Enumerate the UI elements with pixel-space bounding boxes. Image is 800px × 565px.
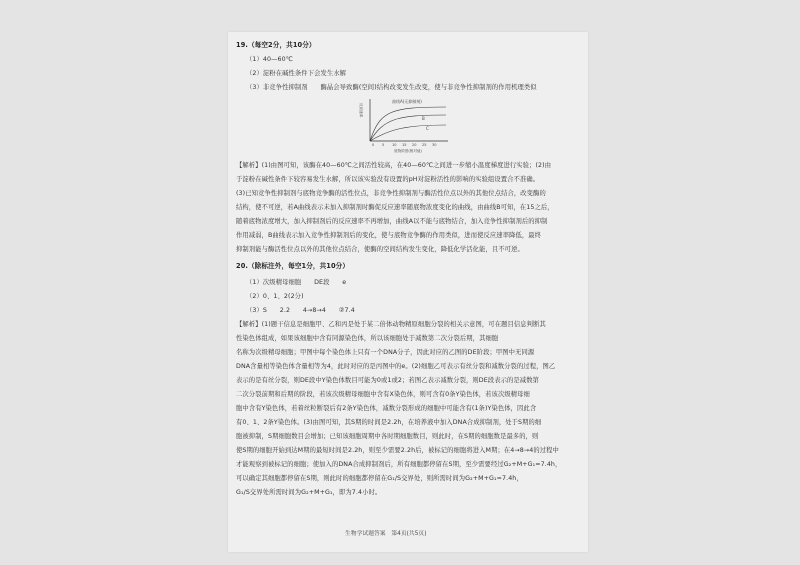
- q19-analysis-line: (3)已知竞争性抑制剂与底物竞争酶的活性位点，非竞争性抑制剂与酶活性位点以外的其他位点结合，改变酶的: [236, 190, 546, 197]
- q20-answer-3: （3）S 2.2 4→8→4 ②7.4: [246, 307, 355, 314]
- q20-analysis-line: 名称为次级精母细胞；甲图中每个染色体上只有一个DNA分子，因此对应的乙图的DE阶段；甲图中无同源: [236, 349, 535, 356]
- q20-header: 20.（除标注外，每空1分，共10分）: [236, 262, 350, 270]
- x-tick-20: 20: [412, 143, 417, 147]
- q20-analysis-line: 可以确定其细胞都停留在S期，则此时的细胞都停留在G₁/S交界处，则所需时间为G₂+M+G₁=7.4h，: [236, 475, 523, 482]
- q20-analysis-line: 有0、1、2条Y染色体。(3)由图可知，其S期的时间是2.2h，在培养液中加入DNA合成抑制剂，处于S期的细: [236, 419, 542, 426]
- q20-analysis-line: 【解析】(1)题干信息是细胞甲、乙和丙是处于某二倍体动物精原细胞分裂的相关示意图，可在题目信息判断其: [236, 321, 546, 328]
- page-footer: 生物学试题答案 第4页(共5页): [345, 531, 427, 537]
- q20-answer-1: （1）次级精母细胞 DE段 e: [246, 279, 347, 286]
- x-tick-25: 25: [422, 143, 427, 147]
- q19-analysis-line: 于淀粉在碱性条件下较容易发生水解，所以该实验没有设置的pH对淀粉活性的影响的实验组设置合不准确。: [236, 176, 540, 183]
- x-tick-5: 5: [382, 143, 385, 147]
- q19-analysis-line: 【解析】(1)由图可知，该酶在40—60℃之间活性较高，在40—60℃之间进一步缩小温度梯度进行实验；(2)由: [236, 162, 552, 169]
- q20-analysis-line: 胞被抑制，S期细胞数目会增加；已知该细胞周期中各时期细胞数目，则此时，在S期的细胞数是最多的，则: [236, 433, 539, 440]
- x-tick-0: 0: [372, 143, 375, 147]
- q20-analysis-line: 性染色体组成，如果该细胞中含有同源染色体，所以该细胞处于减数第二次分裂后期，其细胞: [236, 335, 499, 342]
- q20-analysis-line: 才能观察到被标记的细胞；使加入的DNA合成抑制剂后，所有细胞都停留在S期，至少需要经过G₂+M+G₁=7.4h，: [236, 461, 562, 468]
- x-tick-30: 30: [432, 143, 437, 147]
- legend-curve-a: 曲线A(无抑制剂): [392, 99, 422, 104]
- q20-analysis-line: 二次分裂前期和后期的阶段，若该次级精母细胞中含有X染色体，则可含有0条Y染色体，若该次级精母细: [236, 391, 530, 398]
- q20-analysis-line: 使S期的细胞开始到达M期的最短时间是2.2h，则至少需要2.2h后，被标记的细胞将进入M期；在4→8→4的过程中: [236, 447, 559, 454]
- q20-analysis-line: G₁/S交界处所需时间为G₂+M+G₁，即为7.4小时。: [236, 489, 382, 496]
- q19-answer-3: （3）非竞争性抑制剂 酶晶会导致酶(空间)结构改变发生改变，使与非竞争性抑制剂的作用机理类似: [246, 84, 537, 91]
- q19-answer-1: （1）40—60℃: [246, 56, 293, 63]
- x-axis-label: 底物浓度(相对值): [394, 149, 422, 153]
- q19-analysis-line: 作用减弱，B曲线表示加入竞争性抑制剂后的变化，使与底物竞争酶的作用类似，进而使反应速率降低，最终: [236, 232, 542, 239]
- q19-analysis-line: 抑制剂能与酶活性位点以外的其他位点结合，使酶的空间结构发生变化，降低化学活化能，且不可逆。: [236, 246, 524, 253]
- q20-analysis-line: DNA含量相等染色体含量相等为4，此时对应的是丙图中的e。(2)细胞乙可表示有丝分裂和减数分裂的过程，图乙: [236, 363, 556, 370]
- q20-answer-2: （2）0、1、2(2分): [246, 293, 304, 300]
- curve-a: [370, 107, 446, 141]
- label-c: C: [426, 126, 429, 131]
- q19-answer-2: （2）淀粉在碱性条件下会发生水解: [246, 70, 347, 77]
- q19-analysis-line: 随着底物浓度增大，加入抑制剂后的反应速率不再增加，曲线A以不能与底物结合，加入竞争性抑制剂后的抑制: [236, 218, 548, 225]
- x-tick-10: 10: [392, 143, 397, 147]
- enzyme-rate-chart: [356, 93, 452, 155]
- q20-analysis-line: 胞中含有Y染色体，若着丝粒断裂后有2条Y染色体，减数分裂形成的细胞中可能含有(1条)Y染色体，因此含: [236, 405, 537, 412]
- q20-analysis-line: 表示的是有丝分裂，则DE段中Y染色体数目可能为0或1或2；若图乙表示减数分裂，则DE段表示的是减数第: [236, 377, 539, 384]
- q19-analysis-line: 结构，使不可逆，若A曲线表示未加入抑制剂时酶促反应速率随底物浓度变化的曲线，由曲线B可知，在15之后，: [236, 204, 554, 211]
- x-tick-15: 15: [402, 143, 407, 147]
- label-b: B: [422, 116, 425, 121]
- q19-header: 19.（每空2分，共10分）: [236, 41, 316, 49]
- y-axis-label: 反应速率: [359, 103, 363, 118]
